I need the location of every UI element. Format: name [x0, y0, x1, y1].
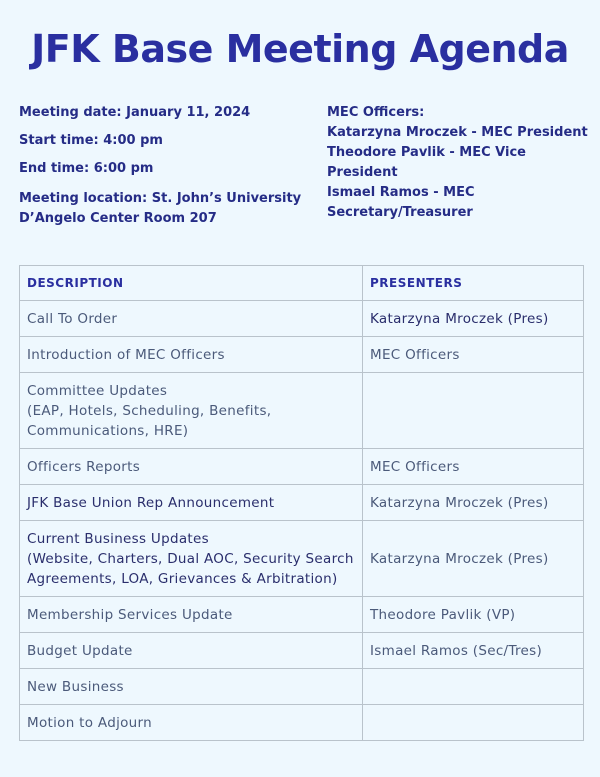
- meeting-location-line-2: D’Angelo Center Room 207: [19, 211, 217, 226]
- page-title: JFK Base Meeting Agenda: [31, 27, 569, 71]
- description-text: (EAP, Hotels, Scheduling, Benefits,: [27, 402, 272, 419]
- description-text: New Business: [27, 678, 124, 695]
- table-row: [20, 337, 584, 373]
- description-text: Agreements, LOA, Grievances & Arbitration): [27, 570, 338, 587]
- presenter-cell: Ismael Ramos (Sec/Tres): [363, 633, 584, 669]
- description-text: JFK Base Union Rep Announcement: [27, 494, 275, 511]
- meeting-date: Meeting date: January 11, 2024: [19, 105, 251, 120]
- officers-heading: MEC Officers:: [327, 105, 425, 120]
- description-cell: [20, 597, 363, 633]
- description-cell: [20, 705, 363, 741]
- presenter-cell: MEC Officers: [363, 449, 584, 485]
- presenter-cell: [363, 373, 584, 449]
- table-row: [20, 705, 584, 741]
- end-time: End time: 6:00 pm: [19, 161, 154, 176]
- agenda-table: [19, 265, 584, 741]
- table-row: [20, 449, 584, 485]
- officer-line: President: [327, 165, 398, 180]
- description-cell: [20, 485, 363, 521]
- presenter-cell: Katarzyna Mroczek (Pres): [363, 521, 584, 597]
- mec-officers: [327, 103, 592, 223]
- description-text: Officers Reports: [27, 458, 141, 475]
- presenter-cell: Katarzyna Mroczek (Pres): [363, 485, 584, 521]
- description-text: Current Business Updates: [27, 530, 209, 547]
- description-text: (Website, Charters, Dual AOC, Security Search: [27, 550, 354, 567]
- table-row: [20, 301, 584, 337]
- description-cell: [20, 669, 363, 705]
- officer-line: Theodore Pavlik - MEC Vice: [327, 145, 526, 160]
- description-header: DESCRIPTION: [20, 266, 363, 301]
- description-text: Communications, HRE): [27, 422, 189, 439]
- table-header-row: [20, 266, 584, 301]
- table-row: [20, 485, 584, 521]
- description-cell: [20, 633, 363, 669]
- table-row: [20, 373, 584, 449]
- presenter-cell: MEC Officers: [363, 337, 584, 373]
- table-row: [20, 521, 584, 597]
- description-text: Membership Services Update: [27, 606, 233, 623]
- start-time: Start time: 4:00 pm: [19, 133, 163, 148]
- presenter-cell: [363, 705, 584, 741]
- officer-line: Katarzyna Mroczek - MEC President: [327, 125, 588, 140]
- description-cell: [20, 301, 363, 337]
- presenter-cell: [363, 669, 584, 705]
- meeting-location: [19, 189, 314, 229]
- officer-line: Ismael Ramos - MEC: [327, 185, 475, 200]
- description-cell: [20, 337, 363, 373]
- presenter-cell: Theodore Pavlik (VP): [363, 597, 584, 633]
- presenter-cell: Katarzyna Mroczek (Pres): [363, 301, 584, 337]
- description-text: Committee Updates: [27, 382, 168, 399]
- description-text: Introduction of MEC Officers: [27, 346, 225, 363]
- officer-line: Secretary/Treasurer: [327, 205, 473, 220]
- meeting-details: [19, 103, 314, 229]
- presenters-header: PRESENTERS: [363, 266, 584, 301]
- description-text: Budget Update: [27, 642, 133, 659]
- table-row: [20, 669, 584, 705]
- table-row: [20, 597, 584, 633]
- description-text: Call To Order: [27, 310, 118, 327]
- description-cell: [20, 373, 363, 449]
- table-row: [20, 633, 584, 669]
- meeting-location-line-1: Meeting location: St. John’s University: [19, 191, 302, 206]
- description-cell: [20, 521, 363, 597]
- description-cell: [20, 449, 363, 485]
- description-text: Motion to Adjourn: [27, 714, 153, 731]
